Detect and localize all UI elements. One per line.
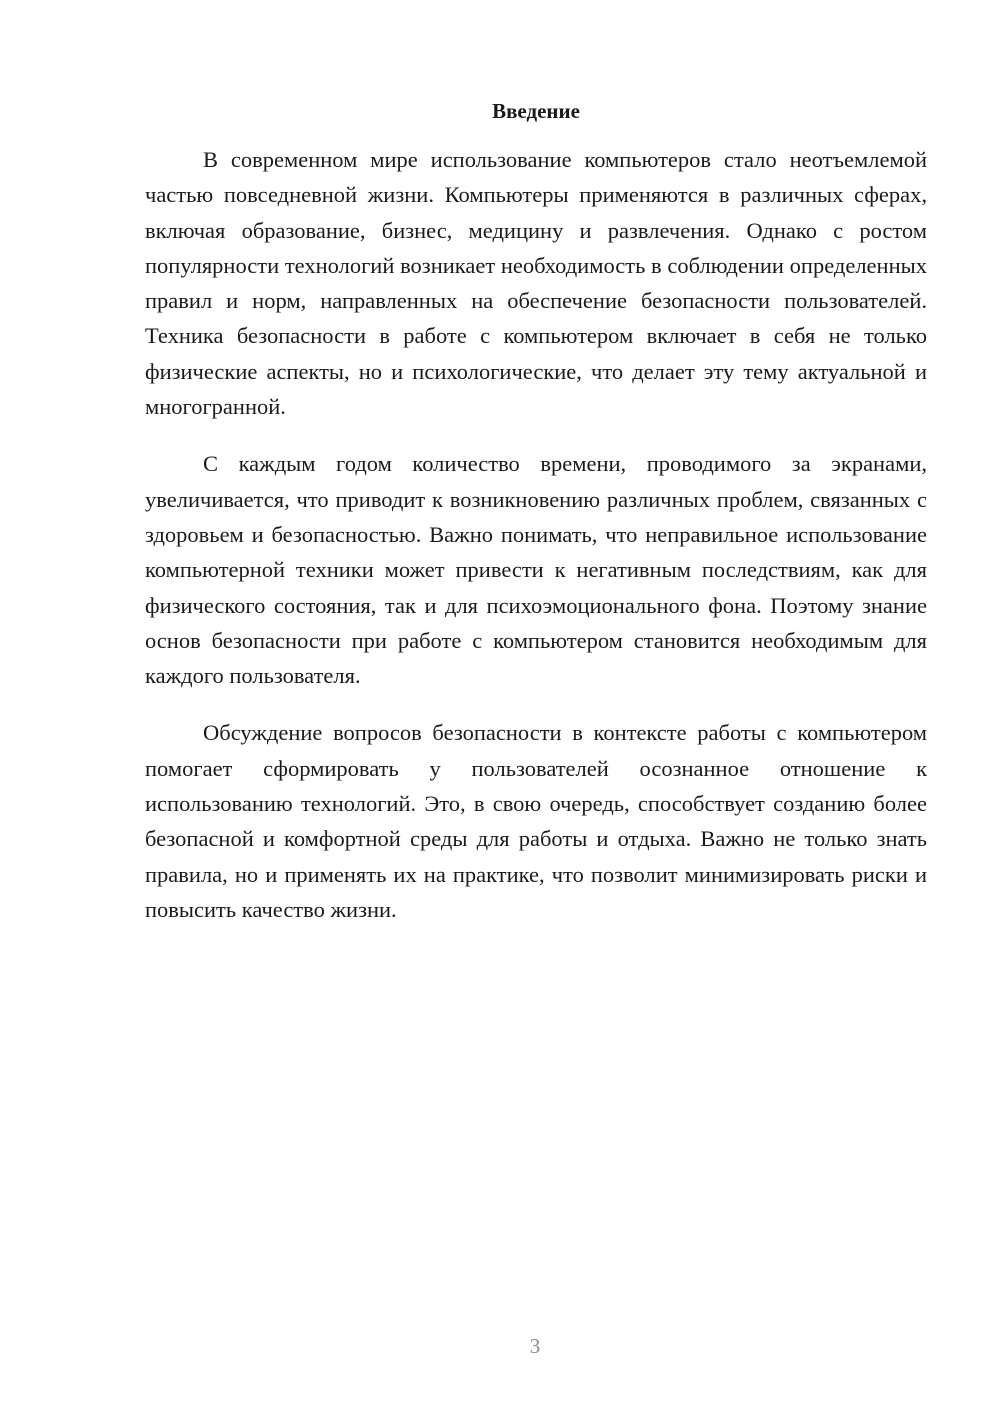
section-heading: Введение xyxy=(492,99,580,123)
body-text xyxy=(145,142,927,949)
paragraph-3: Обсуждение вопросов безопасности в контексте работы с компьютером помогает сформировать у пользователей осознанное отношение к использованию технологий. Это, в свою очередь, способствует созданию более безопасной и комфортной среды для работы и отдыха. Важно не только знать правила, но и применять их на практике, что позволит минимизировать риски и повысить качество жизни. xyxy=(145,720,927,922)
paragraph-2: С каждым годом количество времени, проводимого за экранами, увеличивается, что приводит к возникновению различных проблем, связанных с здоровьем и безопасностью. Важно понимать, что неправильное использование компьютерной техники может привести к негативным последствиям, как для физического состояния, так и для психоэмоционального фона. Поэтому знание основ безопасности при работе с компьютером становится необходимым для каждого пользователя. xyxy=(145,451,927,689)
paragraph-1: В современном мире использование компьютеров стало неотъемлемой частью повседневной жизни. Компьютеры применяются в различных сферах, включая образование, бизнес, медицину и развлечения. Однако с ростом популярности технологий возникает необходимость в соблюдении определенных правил и норм, направленных на обеспечение безопасности пользователей. Техника безопасности в работе с компьютером включает в себя не только физические аспекты, но и психологические, что делает эту тему актуальной и многогранной. xyxy=(145,147,927,420)
page-number: 3 xyxy=(529,1334,541,1358)
